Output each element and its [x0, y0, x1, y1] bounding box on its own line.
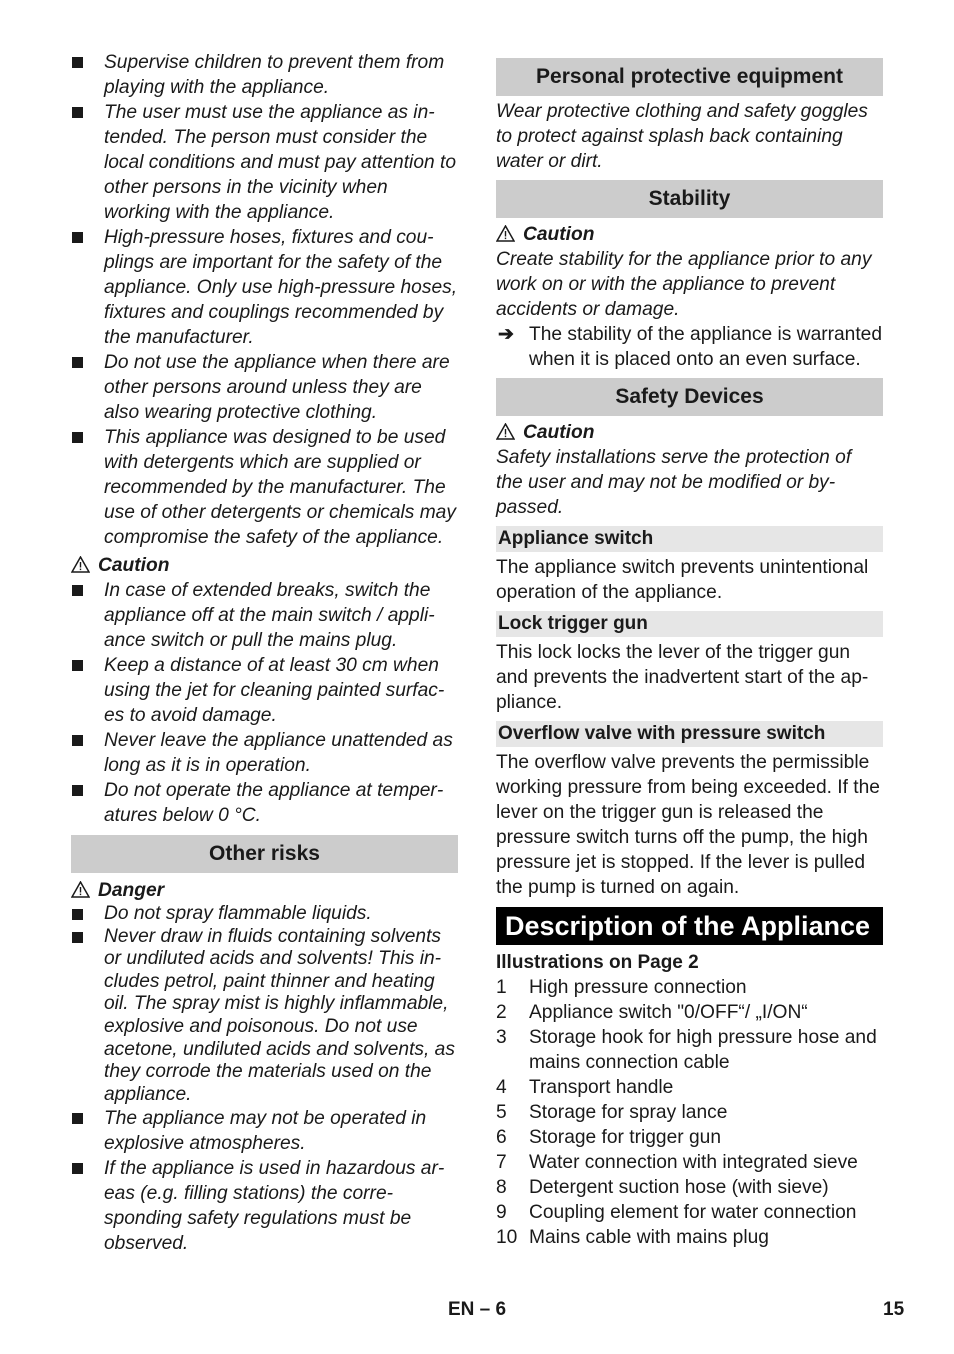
item-text: Storage for trigger gun: [529, 1127, 721, 1148]
bullet-square-icon: [72, 585, 83, 596]
list-item-text: The user must use the appliance as intended. The person must consider the local conditions and must pay attention to other persons in the vicinity when working with the appliance.: [104, 102, 456, 223]
bullet-square-icon: [72, 357, 83, 368]
item-text: Storage hook for high pressure hose and mains connection cable: [529, 1027, 877, 1073]
list-item: [496, 1175, 883, 1200]
bullet-square-icon: [72, 107, 83, 118]
parts-list: [496, 975, 883, 1250]
danger-label: Danger: [98, 880, 165, 901]
safety-text: Safety installations serve the protection of the user and may not be modified or bypassed.: [496, 447, 852, 518]
item-number: 7: [496, 1152, 507, 1173]
item-text: Transport handle: [529, 1077, 674, 1098]
arrow-right-icon: ➔: [498, 324, 515, 345]
list-item: [496, 1225, 883, 1250]
stability-note-text: The stability of the appliance is warranted when it is placed onto an even surface.: [529, 324, 883, 370]
list-item: [496, 1150, 883, 1175]
list-item: [71, 350, 458, 425]
lock-trigger-gun-heading: Lock trigger gun: [496, 611, 883, 637]
warning-triangle-icon: [71, 881, 90, 898]
item-number: 1: [496, 977, 507, 998]
list-item-text: High-pressure hoses, fixtures and couplings are important for the safety of the appliance. Only use high-pressure hoses, fixtures and couplings recommended by the manufacturer.: [104, 227, 458, 348]
illustrations-label: Illustrations on Page 2: [496, 952, 699, 973]
list-item: [71, 578, 458, 653]
overflow-valve-text: The overflow valve prevents the permissible working pressure from being exceeded. If the lever on the trigger gun is released the pressure switch turns off the pump, the high pressure jet is stopped. If the lever is pulled the pump is turned on again.: [496, 752, 880, 898]
footer-section-page: EN – 6: [448, 1299, 507, 1320]
list-item: [496, 1100, 883, 1125]
list-item: [71, 225, 458, 350]
danger-heading: [71, 878, 458, 903]
footer-page-number: 15: [883, 1299, 905, 1320]
list-item: [71, 903, 458, 926]
bullet-square-icon: [72, 660, 83, 671]
item-text: Water connection with integrated sieve: [529, 1152, 858, 1173]
list-item-text: Supervise children to prevent them from playing with the appliance.: [104, 52, 445, 98]
item-text: Storage for spray lance: [529, 1102, 728, 1123]
item-number: 6: [496, 1127, 507, 1148]
stability-note: [496, 322, 883, 372]
list-item-text: This appliance was designed to be used with detergents which are supplied or recommended by the manufacturer. The use of other detergents or chemicals may compromise the safety of the appliance.: [104, 427, 456, 548]
list-item-text: If the appliance is used in hazardous areas (e.g. filling stations) the corresponding safety regulations must be observed.: [104, 1158, 445, 1255]
list-item: [71, 1156, 458, 1256]
list-item: [71, 926, 458, 1107]
other-risks-heading: Other risks: [71, 835, 458, 873]
ppe-text: Wear protective clothing and safety goggles to protect against splash back containing water or dirt.: [496, 101, 868, 172]
item-number: 3: [496, 1027, 507, 1048]
list-item: [496, 1000, 883, 1025]
overflow-valve-heading: Overflow valve with pressure switch: [496, 721, 883, 747]
ppe-heading: Personal protective equipment: [496, 58, 883, 96]
list-item: [71, 50, 458, 100]
list-item-text: Do not use the appliance when there are other persons around unless they are also wearing protective clothing.: [104, 352, 450, 423]
bullet-square-icon: [72, 785, 83, 796]
appliance-switch-heading: Appliance switch: [496, 526, 883, 552]
bullet-square-icon: [72, 909, 83, 920]
list-item-text: Do not operate the appliance at temperatures below 0 °C.: [104, 780, 444, 826]
list-item: [496, 1125, 883, 1150]
caution-heading: [71, 553, 458, 578]
list-item: [71, 728, 458, 778]
item-number: 5: [496, 1102, 507, 1123]
caution-label: Caution: [523, 224, 595, 245]
bullet-square-icon: [72, 57, 83, 68]
list-item-text: Do not spray flammable liquids.: [104, 903, 372, 924]
list-item: [496, 975, 883, 1000]
bullet-square-icon: [72, 232, 83, 243]
list-item-text: In case of extended breaks, switch the appliance off at the main switch / appliance switch or pull the mains plug.: [104, 580, 435, 651]
item-text: High pressure connection: [529, 977, 747, 998]
warning-triangle-icon: [71, 556, 90, 573]
item-number: 4: [496, 1077, 507, 1098]
warning-triangle-icon: [496, 423, 515, 440]
left-column: [71, 50, 458, 1256]
item-number: 9: [496, 1202, 507, 1223]
list-item-text: Never draw in fluids containing solvents or undiluted acids and solvents! This includes petrol, paint thinner and heating oil. The spray mist is highly inflammable, explosive and poisonous. Do not use acetone, undiluted acids and solvents, as they corrode the materials used on the appliance.: [104, 925, 455, 1105]
bullet-square-icon: [72, 432, 83, 443]
caution-label: Caution: [523, 422, 595, 443]
item-number: 10: [496, 1227, 518, 1248]
safety-devices-heading: Safety Devices: [496, 378, 883, 416]
list-item-text: The appliance may not be operated in explosive atmospheres.: [104, 1108, 427, 1155]
stability-caution-heading: [496, 222, 883, 247]
bullet-square-icon: [72, 932, 83, 943]
list-item-text: Keep a distance of at least 30 cm when using the jet for cleaning painted surfaces to avoid damage.: [104, 655, 445, 726]
list-item: [496, 1200, 883, 1225]
item-text: Mains cable with mains plug: [529, 1227, 769, 1248]
bullet-square-icon: [72, 735, 83, 746]
appliance-switch-text: The appliance switch prevents unintentional operation of the appliance.: [496, 557, 869, 603]
right-column: [496, 58, 883, 1250]
warning-triangle-icon: [496, 225, 515, 242]
list-item: [71, 100, 458, 225]
caution-label: Caution: [98, 555, 170, 576]
list-item-text: Never leave the appliance unattended as long as it is in operation.: [104, 730, 453, 776]
item-number: 8: [496, 1177, 507, 1198]
item-text: Detergent suction hose (with sieve): [529, 1177, 829, 1198]
bullet-square-icon: [72, 1163, 83, 1174]
list-item: [71, 778, 458, 828]
stability-text: Create stability for the appliance prior to any work on or with the appliance to prevent accidents or damage.: [496, 249, 872, 320]
lock-trigger-gun-text: This lock locks the lever of the trigger gun and prevents the inadvertent start of the appliance.: [496, 642, 869, 713]
list-item: [71, 1106, 458, 1156]
item-text: Coupling element for water connection: [529, 1202, 857, 1223]
safety-caution-heading: [496, 420, 883, 445]
list-item: [71, 653, 458, 728]
bullet-square-icon: [72, 1113, 83, 1124]
item-text: Appliance switch "0/OFF“/ „I/ON“: [529, 1002, 808, 1023]
list-item: [71, 425, 458, 550]
item-number: 2: [496, 1002, 507, 1023]
list-item: [496, 1025, 883, 1075]
list-item: [496, 1075, 883, 1100]
stability-heading: Stability: [496, 180, 883, 218]
description-heading: Description of the Appliance: [496, 907, 883, 945]
